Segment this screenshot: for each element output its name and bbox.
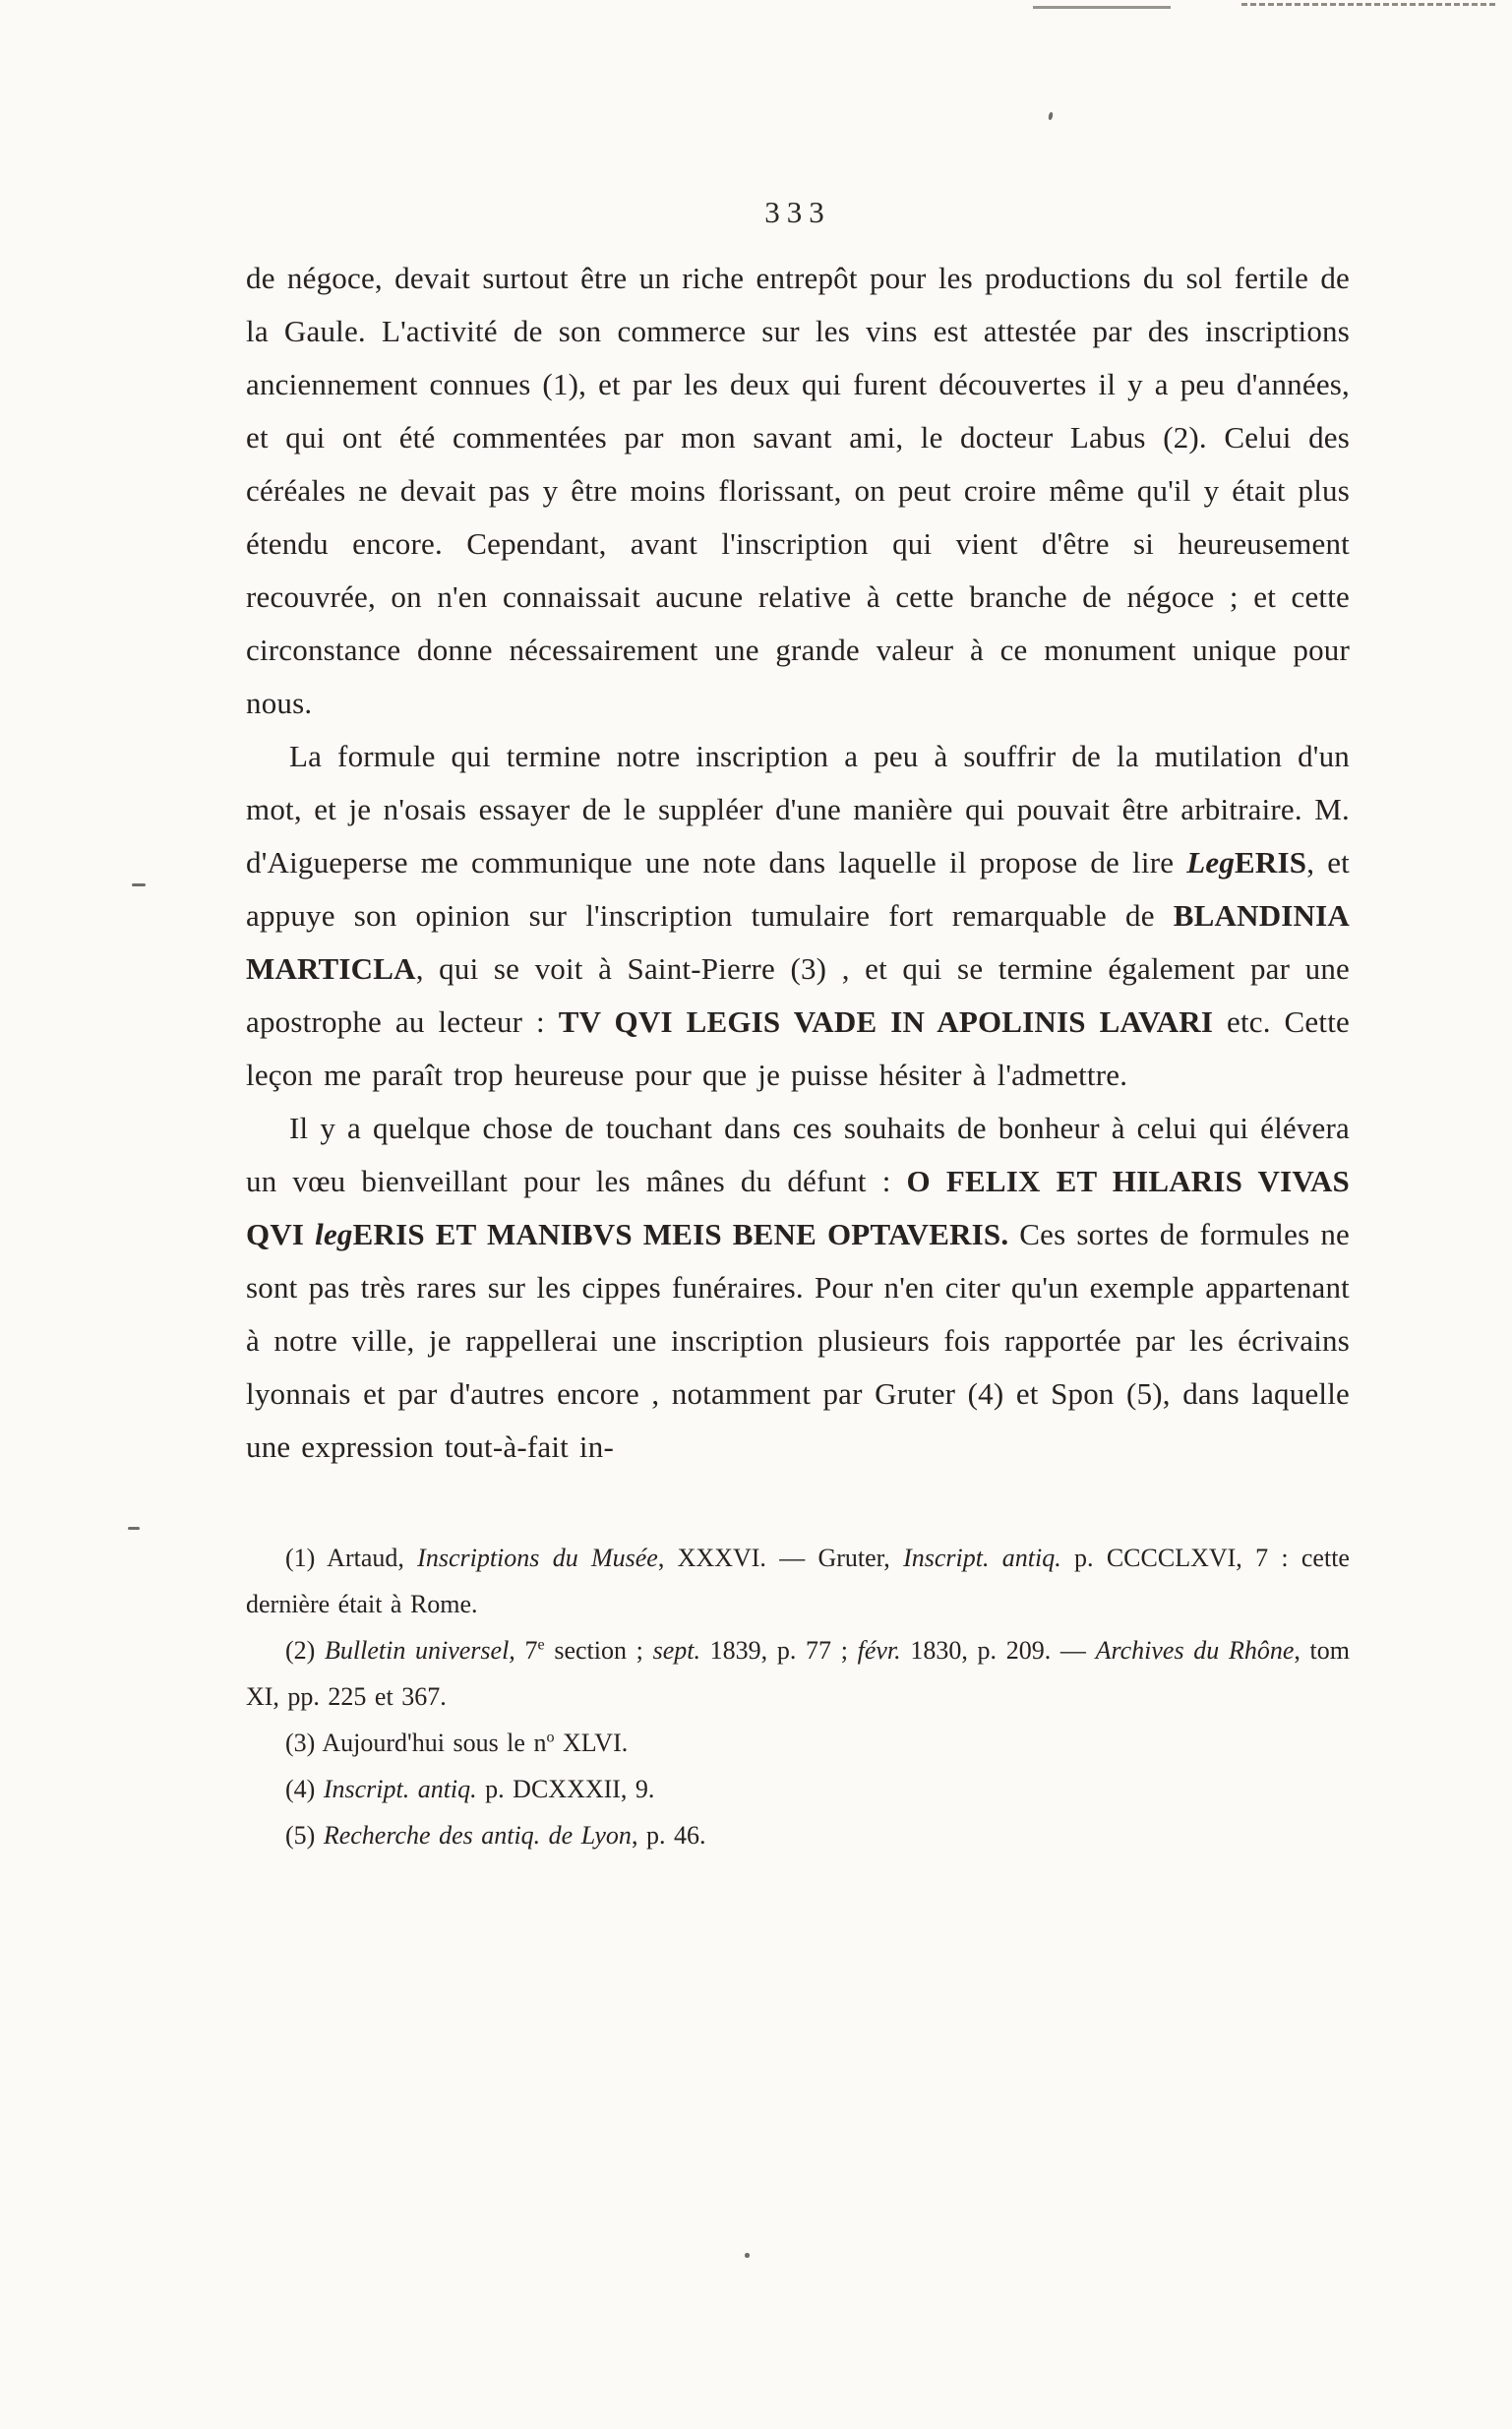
footnote-run: (2) <box>285 1636 325 1665</box>
footnote-run: XLVI. <box>554 1729 629 1757</box>
footnote-run: Inscript. antiq. <box>323 1775 477 1803</box>
footnote-run: , tom XI, pp. 225 et 367. <box>246 1636 1351 1711</box>
page-number: 333 <box>764 195 831 229</box>
paragraph <box>246 1102 1350 1474</box>
paragraph <box>246 252 1350 730</box>
paragraph-run: de négoce, devait surtout être un riche entrepôt pour les productions du sol fertile de la Gaule. L'activité de son commerce sur les vins est attestée par des inscriptions anciennement connues (1), et par les deux qui furent découvertes il y a peu d'années, et qui ont été commentées par mon savant ami, le docteur Labus (2). Celui des céréales ne devait pas y être moins florissant, on peut croire même qu'il y était plus étendu encore. Cependant, avant l'inscription qui vient d'être si heureusement recouvrée, on n'en connaissait aucune relative à cette branche de négoce ; et cette circonstance donne nécessairement une grande valeur à ce monument unique pour nous. <box>246 261 1350 720</box>
paragraph-run: O FELIX ET HILARIS VIVAS QVI <box>246 1164 1350 1251</box>
footnote-run: p. DCXXXII, 9. <box>476 1775 655 1803</box>
footnote <box>246 1812 1350 1858</box>
paragraph-run: Leg <box>1186 845 1236 880</box>
footnote-run: Inscriptions du Musée <box>417 1544 658 1572</box>
paragraph <box>246 730 1350 1102</box>
scan-artifact <box>132 883 146 886</box>
scan-artifact <box>1048 112 1054 121</box>
paragraph-run: BLANDINIA MARTICLA <box>246 898 1350 986</box>
footnote-run: (1) Artaud, <box>285 1544 418 1572</box>
footnote <box>246 1535 1350 1627</box>
footnote-run: (3) Aujourd'hui sous le n <box>285 1729 547 1757</box>
footnote <box>246 1720 1350 1766</box>
scan-artifact <box>1033 6 1171 9</box>
footnote-run: févr. <box>857 1636 901 1665</box>
footnote-run: (4) <box>285 1775 324 1803</box>
footnote-run: e <box>537 1636 545 1654</box>
footnote-run: o <box>546 1729 555 1746</box>
paragraph-run: , qui se voit à Saint-Pierre (3) , et qui se termine également par une apostrophe au lecteur : <box>246 951 1350 1039</box>
paragraph-run: La formule qui termine notre inscription a peu à souffrir de la mutilation d'un mot, et je n'osais essayer de le suppléer d'une manière qui pouvait être arbitraire. M. d'Aigueperse me communique une note dans laquelle il propose de lire <box>246 739 1350 880</box>
scan-artifact <box>745 2253 750 2258</box>
footnote-run: Inscript. antiq. <box>903 1544 1061 1572</box>
footnote-run: , XXXVI. — Gruter, <box>657 1544 904 1572</box>
footnote-run: 7 <box>514 1636 538 1665</box>
paragraph-run: Il y a quelque chose de touchant dans ces souhaits de bonheur à celui qui élévera un vœu bienveillant pour les mânes du défunt : <box>246 1111 1350 1198</box>
paragraph-run: ERIS <box>1235 845 1307 880</box>
page-content <box>246 195 1350 1858</box>
footnote-run: section ; <box>544 1636 653 1665</box>
footnote-run: Bulletin universel, <box>325 1636 515 1665</box>
footnote-run: Archives du Rhône <box>1095 1636 1295 1665</box>
paragraph-run: etc. Cette leçon me paraît trop heureuse pour que je puisse hésiter à l'admettre. <box>246 1004 1350 1092</box>
footnote-run: (5) <box>285 1821 324 1850</box>
footnote <box>246 1627 1350 1720</box>
footnote-run: , p. 46. <box>631 1821 706 1850</box>
scan-artifact <box>1241 3 1495 6</box>
paragraph-run: ERIS ET MANIBVS MEIS BENE OPTAVERIS. <box>352 1217 1009 1251</box>
footnote-run: 1830, p. 209. — <box>900 1636 1096 1665</box>
scan-artifact <box>128 1527 140 1530</box>
paragraph-run: TV QVI LEGIS VADE IN APOLINIS LAVARI <box>558 1004 1214 1039</box>
paragraph-run: , et appuye son opinion sur l'inscription tumulaire fort remarquable de <box>246 845 1350 933</box>
paragraph-run: leg <box>315 1217 353 1251</box>
paragraph-run: Ces sortes de formules ne sont pas très rares sur les cippes funéraires. Pour n'en citer qu'un exemple appartenant à notre ville, je rappellerai une inscription plusieurs fois rapportée par les écrivains lyonnais et par d'autres encore , notamment par Gruter (4) et Spon (5), dans laquelle une expression tout-à-fait in- <box>246 1217 1350 1464</box>
body-text <box>246 252 1350 1474</box>
footnote-run: sept. <box>652 1636 700 1665</box>
footnote <box>246 1766 1350 1812</box>
footnotes-list <box>246 1535 1350 1858</box>
footnote-run: Recherche des antiq. de Lyon <box>323 1821 632 1850</box>
footnote-run: 1839, p. 77 ; <box>699 1636 858 1665</box>
footnote-run: p. CCCCLXVI, 7 : cette dernière était à Rome. <box>246 1544 1350 1618</box>
